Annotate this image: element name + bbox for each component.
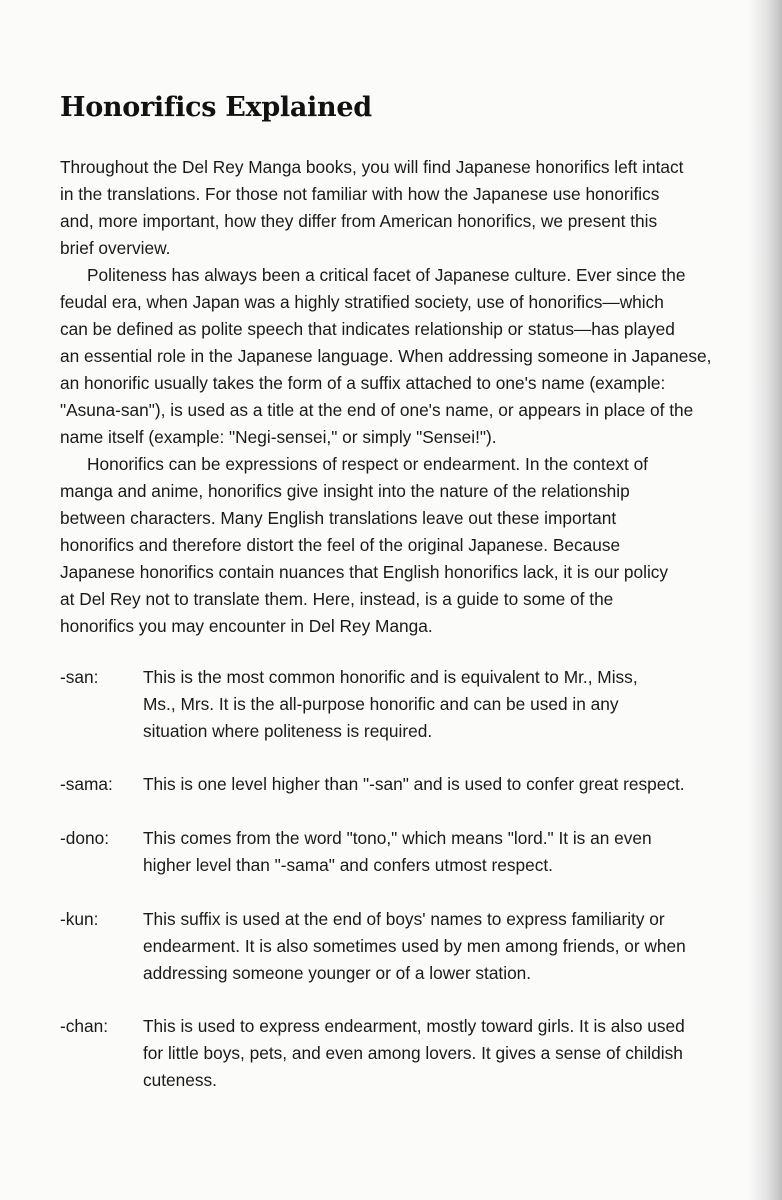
paragraph-line: manga and anime, honorifics give insight into the nature of the relationship xyxy=(60,481,630,501)
paragraph-line: honorifics and therefore distort the feel of the original Japanese. Because xyxy=(60,535,621,555)
paragraph-line: Politeness has always been a critical facet of Japanese culture. Ever since the xyxy=(87,265,686,285)
definition-line: for little boys, pets, and even among lovers. It gives a sense of childish xyxy=(143,1043,683,1063)
definition-term: -chan: xyxy=(60,1016,109,1036)
paragraph-line: honorifics you may encounter in Del Rey Manga. xyxy=(60,616,433,636)
definition-line: This is used to express endearment, mostly toward girls. It is also used xyxy=(143,1016,685,1036)
paragraph-line: name itself (example: "Negi-sensei," or simply "Sensei!"). xyxy=(60,427,497,447)
definition-line: cuteness. xyxy=(143,1070,217,1090)
intro-paragraph xyxy=(60,154,740,262)
definition-line: This comes from the word "tono," which means "lord." It is an even xyxy=(143,828,652,848)
definition-line: situation where politeness is required. xyxy=(143,721,433,741)
politeness-paragraph xyxy=(60,262,740,451)
definition-description xyxy=(143,664,638,745)
definition-line: addressing someone younger or of a lower station. xyxy=(143,963,532,983)
paragraph-line: at Del Rey not to translate them. Here, instead, is a guide to some of the xyxy=(60,589,614,609)
definition-line: This is one level higher than "-san" and is used to confer great respect. xyxy=(143,774,685,794)
definition-term: -san: xyxy=(60,667,99,687)
paragraph-line: "Asuna-san"), is used as a title at the end of one's name, or appears in place of the xyxy=(60,400,694,420)
definition-description xyxy=(143,1013,685,1094)
paragraph-line: Honorifics can be expressions of respect or endearment. In the context of xyxy=(87,454,648,474)
paragraph-line: and, more important, how they differ from American honorifics, we present this xyxy=(60,211,658,231)
paragraph-line: can be defined as polite speech that indicates relationship or status—has played xyxy=(60,319,675,339)
definition-line: higher level than "-sama" and confers utmost respect. xyxy=(143,855,553,875)
definition-description xyxy=(143,906,686,987)
definition-line: This is the most common honorific and is equivalent to Mr., Miss, xyxy=(143,667,638,687)
page-edge-shadow xyxy=(748,0,782,1200)
paragraph-line: an honorific usually takes the form of a suffix attached to one's name (example: xyxy=(60,373,666,393)
respect-paragraph xyxy=(60,451,740,640)
paragraph-line: Throughout the Del Rey Manga books, you will find Japanese honorifics left intact xyxy=(60,157,684,177)
definition-line: endearment. It is also sometimes used by men among friends, or when xyxy=(143,936,686,956)
paragraph-line: Japanese honorifics contain nuances that English honorifics lack, it is our policy xyxy=(60,562,669,582)
definition-line: This suffix is used at the end of boys' names to express familiarity or xyxy=(143,909,665,929)
page-title: Honorifics Explained xyxy=(60,92,372,123)
definition-line: Ms., Mrs. It is the all-purpose honorific and can be used in any xyxy=(143,694,619,714)
paragraph-line: an essential role in the Japanese language. When addressing someone in Japanese, xyxy=(60,346,712,366)
definition-term: -sama: xyxy=(60,774,113,794)
definition-description xyxy=(143,771,685,798)
definition-description xyxy=(143,825,652,879)
paragraph-line: feudal era, when Japan was a highly stratified society, use of honorifics—which xyxy=(60,292,664,312)
paragraph-line: brief overview. xyxy=(60,238,171,258)
definition-term: -dono: xyxy=(60,828,110,848)
definition-term: -kun: xyxy=(60,909,99,929)
paragraph-line: in the translations. For those not familiar with how the Japanese use honorifics xyxy=(60,184,660,204)
paragraph-line: between characters. Many English translations leave out these important xyxy=(60,508,617,528)
